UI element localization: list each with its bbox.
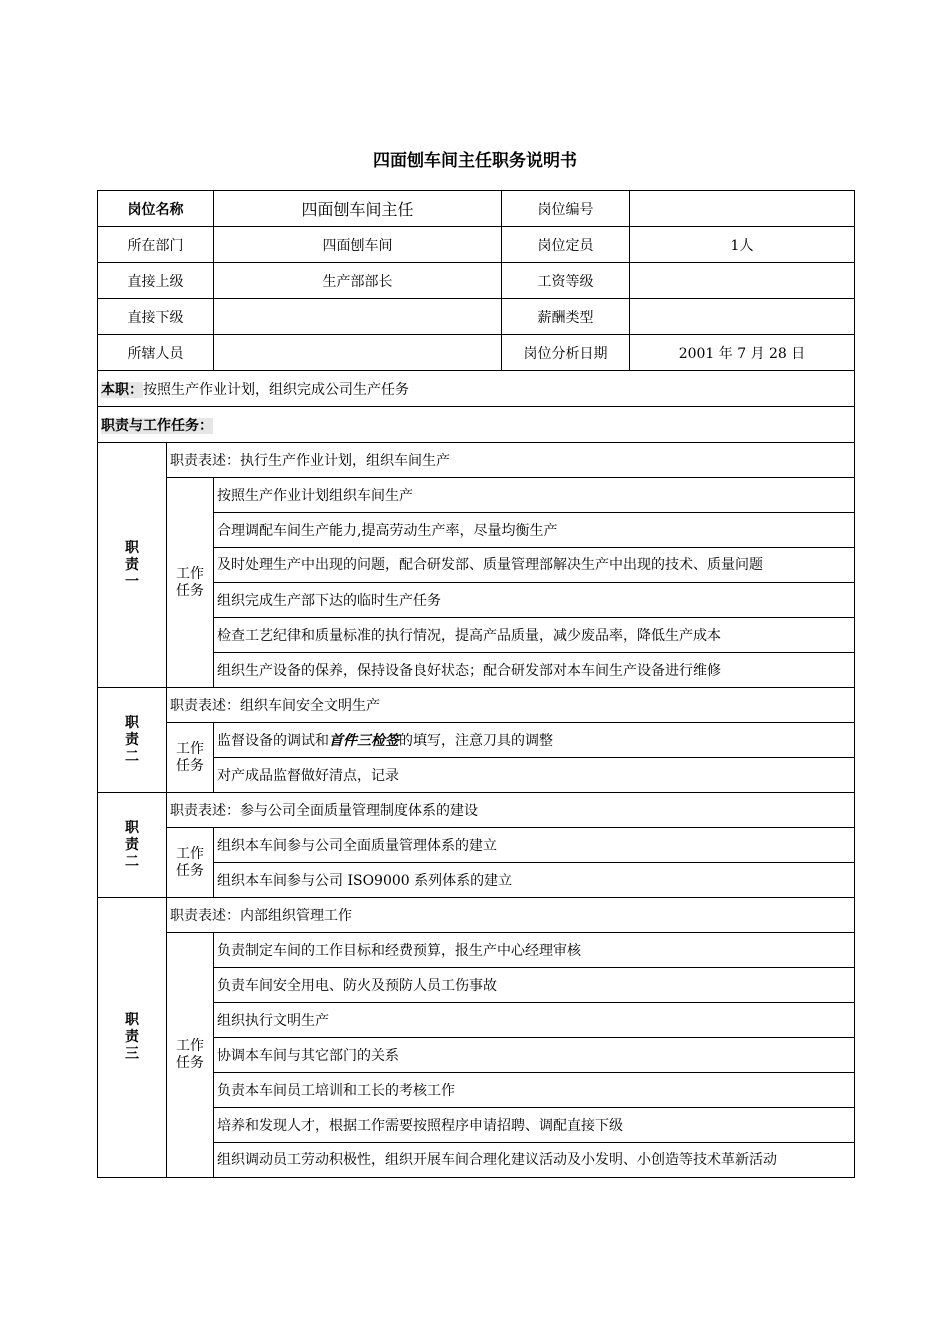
header-row-staff — [98, 335, 855, 371]
header-row-superior — [98, 263, 855, 299]
duty-summary-label: 本职： — [101, 381, 143, 398]
duty-3-statement: 职责表述：参与公司全面质量管理制度体系的建设 — [167, 793, 855, 828]
duty-1-statement-row — [98, 443, 855, 478]
value-analysis-date: 2001 年 7 月 28 日 — [630, 335, 855, 371]
duty-1-task-5: 检查工艺纪律和质量标准的执行情况，提高产品质量，减少废品率，降低生产成本 — [214, 618, 855, 653]
duty-2-task-row — [98, 723, 855, 758]
header-row-subordinate — [98, 299, 855, 335]
duty-2-work-task-label: 工作 任务 — [167, 723, 214, 793]
duty-1-statement: 职责表述：执行生产作业计划，组织车间生产 — [167, 443, 855, 478]
duty-3-name: 职 责 二 — [98, 793, 167, 898]
label-direct-subordinate: 直接下级 — [98, 299, 214, 335]
duty-2-statement: 职责表述：组织车间安全文明生产 — [167, 688, 855, 723]
value-position-code — [630, 191, 855, 227]
duty-3-task-row — [98, 828, 855, 863]
label-department: 所在部门 — [98, 227, 214, 263]
duty-2-name: 职 责 二 — [98, 688, 167, 793]
job-description-table — [97, 190, 855, 1178]
label-pay-type: 薪酬类型 — [502, 299, 630, 335]
duty-4-name: 职 责 三 — [98, 898, 167, 1178]
duty-summary-text: 按照生产作业计划，组织完成公司生产任务 — [143, 381, 409, 398]
duty-4-task-7: 组织调动员工劳动积极性，组织开展车间合理化建议活动及小发明、小创造等技术革新活动 — [214, 1143, 855, 1178]
duty-1-task-row — [98, 478, 855, 513]
value-department: 四面刨车间 — [214, 227, 502, 263]
duty-1-task-2: 合理调配车间生产能力,提高劳动生产率，尽量均衡生产 — [214, 513, 855, 548]
duty-1-task-6: 组织生产设备的保养，保持设备良好状态；配合研发部对本车间生产设备进行维修 — [214, 653, 855, 688]
duty-4-statement-row — [98, 898, 855, 933]
label-staff: 所辖人员 — [98, 335, 214, 371]
duty-1-name: 职 责 一 — [98, 443, 167, 688]
value-salary-grade — [630, 263, 855, 299]
label-position-code: 岗位编号 — [502, 191, 630, 227]
value-position-name: 四面刨车间主任 — [214, 191, 502, 227]
duty-1-task-1: 按照生产作业计划组织车间生产 — [214, 478, 855, 513]
duty-4-task-2: 负责车间安全用电、防火及预防人员工伤事故 — [214, 968, 855, 1003]
duty-2-task-1-emphasis: 首件三检签 — [329, 733, 399, 749]
label-salary-grade: 工资等级 — [502, 263, 630, 299]
value-pay-type — [630, 299, 855, 335]
duty-3-task-1: 组织本车间参与公司全面质量管理体系的建立 — [214, 828, 855, 863]
duty-1-work-task-label: 工作 任务 — [167, 478, 214, 688]
value-staff — [214, 335, 502, 371]
value-direct-superior: 生产部部长 — [214, 263, 502, 299]
header-row-name — [98, 191, 855, 227]
value-headcount: 1人 — [630, 227, 855, 263]
duty-2-task-1: 监督设备的调试和首件三检签的填写，注意刀具的调整 — [214, 723, 855, 758]
duty-3-statement-row — [98, 793, 855, 828]
duty-3-work-task-label: 工作 任务 — [167, 828, 214, 898]
label-direct-superior: 直接上级 — [98, 263, 214, 299]
duty-4-task-4: 协调本车间与其它部门的关系 — [214, 1038, 855, 1073]
value-direct-subordinate — [214, 299, 502, 335]
duty-1-task-4: 组织完成生产部下达的临时生产任务 — [214, 583, 855, 618]
label-headcount: 岗位定员 — [502, 227, 630, 263]
duty-4-work-task-label: 工作 任务 — [167, 933, 214, 1178]
section-title: 职责与工作任务： — [101, 417, 213, 434]
duty-4-task-6: 培养和发现人才，根据工作需要按照程序申请招聘、调配直接下级 — [214, 1108, 855, 1143]
duty-4-statement: 职责表述：内部组织管理工作 — [167, 898, 855, 933]
duty-4-task-row — [98, 933, 855, 968]
duty-2-statement-row — [98, 688, 855, 723]
duty-2-task-2: 对产成品监督做好清点，记录 — [214, 758, 855, 793]
label-position-name: 岗位名称 — [98, 191, 214, 227]
page-title: 四面刨车间主任职务说明书 — [373, 151, 577, 171]
label-analysis-date: 岗位分析日期 — [502, 335, 630, 371]
duty-1-task-3: 及时处理生产中出现的问题，配合研发部、质量管理部解决生产中出现的技术、质量问题 — [214, 548, 855, 583]
duty-4-task-1: 负责制定车间的工作目标和经费预算，报生产中心经理审核 — [214, 933, 855, 968]
section-title-row — [98, 407, 855, 443]
duty-4-task-5: 负责本车间员工培训和工长的考核工作 — [214, 1073, 855, 1108]
header-row-dept — [98, 227, 855, 263]
duty-summary-row — [98, 371, 855, 407]
duty-3-task-2: 组织本车间参与公司 ISO9000 系列体系的建立 — [214, 863, 855, 898]
duty-4-task-3: 组织执行文明生产 — [214, 1003, 855, 1038]
